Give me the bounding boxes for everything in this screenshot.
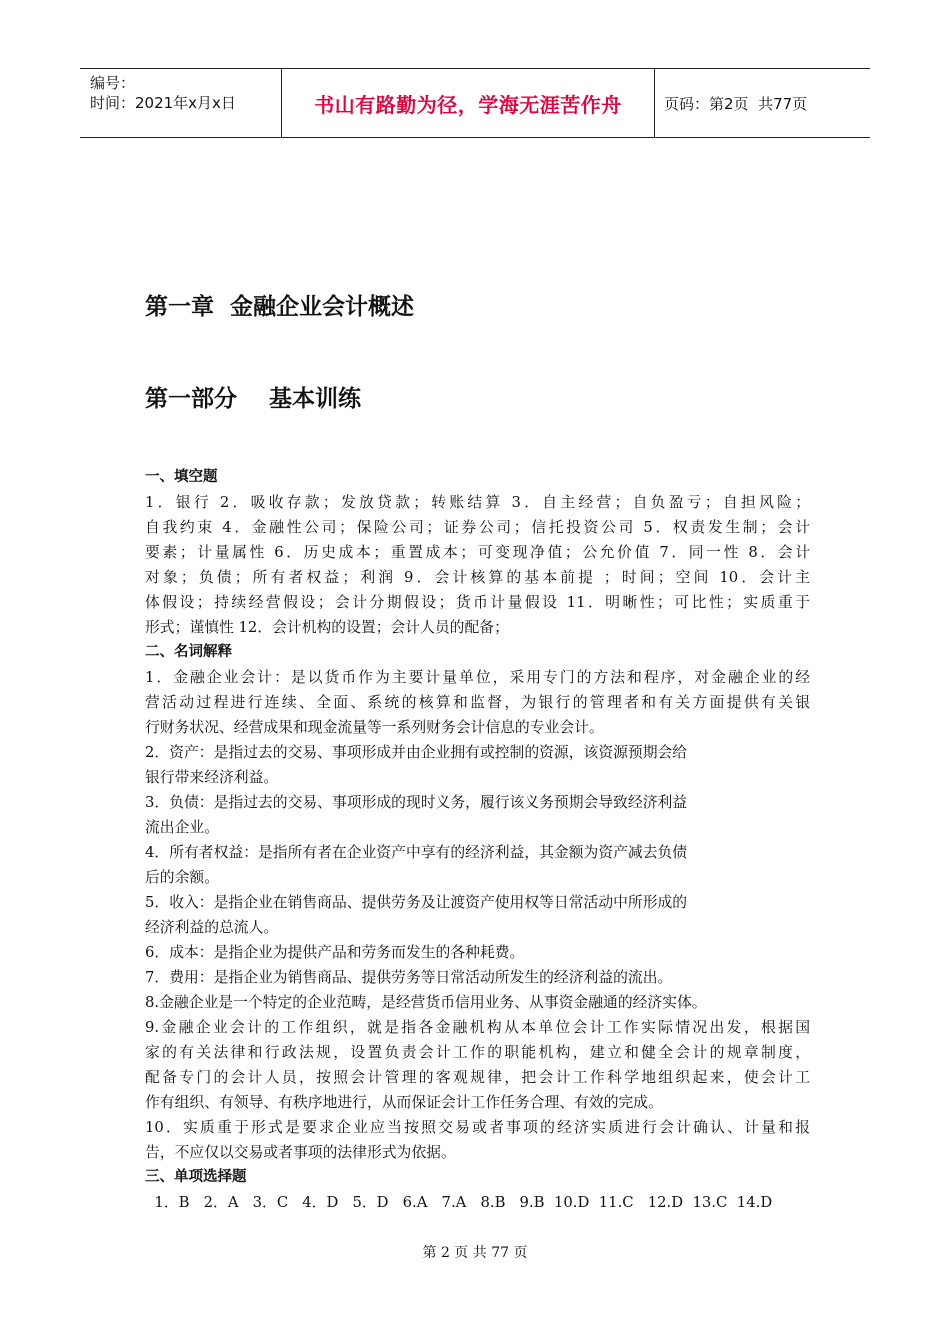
text-line: 银行带来经济利益。 (145, 769, 279, 786)
text-line: 配备专门的会计人员，按照会计管理的客观规律，把会计工作科学地组织起来，使会计工 (145, 1069, 810, 1086)
text-line: 体假设；持续经营假设；会计分期假设；货币计量假设 11．明晰性；可比性；实质重于 (145, 594, 810, 611)
text-line: 作有组织、有领导、有秩序地进行，从而保证会计工作任务合理、有效的完成。 (145, 1094, 663, 1111)
code-label: 编号： (90, 74, 136, 92)
text-line: 自我约束 4．金融性公司；保险公司；证券公司；信托投资公司 5．权责发生制；会计 (145, 519, 810, 536)
text-line: 7．费用：是指企业为销售商品、提供劳务等日常活动所发生的经济利益的流出。 (145, 969, 673, 986)
text-line: 6．成本：是指企业为提供产品和劳务而发生的各种耗费。 (145, 944, 525, 961)
text-line: 对象；负债；所有者权益；利润 9．会计核算的基本前提 ；时间；空间 10．会计主 (145, 569, 810, 586)
time-label: 时间：2021年x月x日 (90, 94, 236, 112)
header-page-number: 页码：第2页 共77页 (664, 94, 808, 113)
text-line: 10．实质重于形式是要求企业应当按照交易或者事项的经济实质进行会计确认、计量和报 (145, 1119, 810, 1136)
text-line: 行财务状况、经营成果和现金流量等一系列财务会计信息的专业会计。 (145, 719, 604, 736)
text-line: 5．收入：是指企业在销售商品、提供劳务及让渡资产使用权等日常活动中所形成的 (145, 894, 688, 911)
page-header (80, 68, 870, 138)
text-line: 要素；计量属性 6．历史成本；重置成本；可变现净值；公允价值 7．同一性 8．会计 (145, 544, 810, 561)
text-line: 9.金融企业会计的工作组织，就是指各金融机构从本单位会计工作实际情况出发，根据国 (145, 1019, 810, 1036)
text-line: 2．资产：是指过去的交易、事项形成并由企业拥有或控制的资源，该资源预期会给 (145, 744, 688, 761)
text-line: 告，不应仅以交易或者事项的法律形式为依据。 (145, 1144, 456, 1161)
text-line: 3．负债：是指过去的交易、事项形成的现时义务，履行该义务预期会导致经济利益 (145, 794, 688, 811)
answer-line: 1．B 2．A 3．C 4．D 5．D 6.A 7.A 8.B 9.B 10.D 11.C 12.D 13.C 14.D (145, 1194, 773, 1211)
text-line: 1．银行 2．吸收存款；发放贷款；转账结算 3．自主经营；自负盈亏；自担风险； (145, 494, 810, 511)
part-title: 第一部分 基本训练 (145, 386, 362, 412)
text-line: 家的有关法律和行政法规，设置负责会计工作的职能机构，建立和健全会计的规章制度， (145, 1044, 810, 1061)
section-heading-fill-blank: 一、填空题 (145, 469, 218, 485)
header-motto: 书山有路勤为径，学海无涯苦作舟 (314, 92, 622, 117)
text-line: 营活动过程进行连续、全面、系统的核算和监督，为银行的管理者和有关方面提供有关银 (145, 694, 810, 711)
header-divider (654, 69, 655, 137)
text-line: 流出企业。 (145, 819, 219, 836)
page-footer: 第 2 页 共 77 页 (422, 1245, 528, 1261)
document-body (145, 465, 810, 1215)
text-line: 形式；谨慎性 12．会计机构的设置；会计人员的配备； (145, 619, 509, 636)
header-meta (90, 73, 280, 113)
text-line: 8.金融企业是一个特定的企业范畴，是经营货币信用业务、从事资金融通的经济实体。 (145, 994, 707, 1011)
section-heading-terms: 二、名词解释 (145, 644, 232, 660)
section-heading-single-choice: 三、单项选择题 (145, 1169, 247, 1185)
text-line: 4．所有者权益：是指所有者在企业资产中享有的经济利益，其金额为资产减去负债 (145, 844, 688, 861)
text-line: 经济利益的总流人。 (145, 919, 279, 936)
text-line: 1．金融企业会计：是以货币作为主要计量单位，采用专门的方法和程序，对金融企业的经 (145, 669, 810, 686)
text-line: 后的余额。 (145, 869, 219, 886)
chapter-title: 第一章 金融企业会计概述 (145, 294, 415, 320)
